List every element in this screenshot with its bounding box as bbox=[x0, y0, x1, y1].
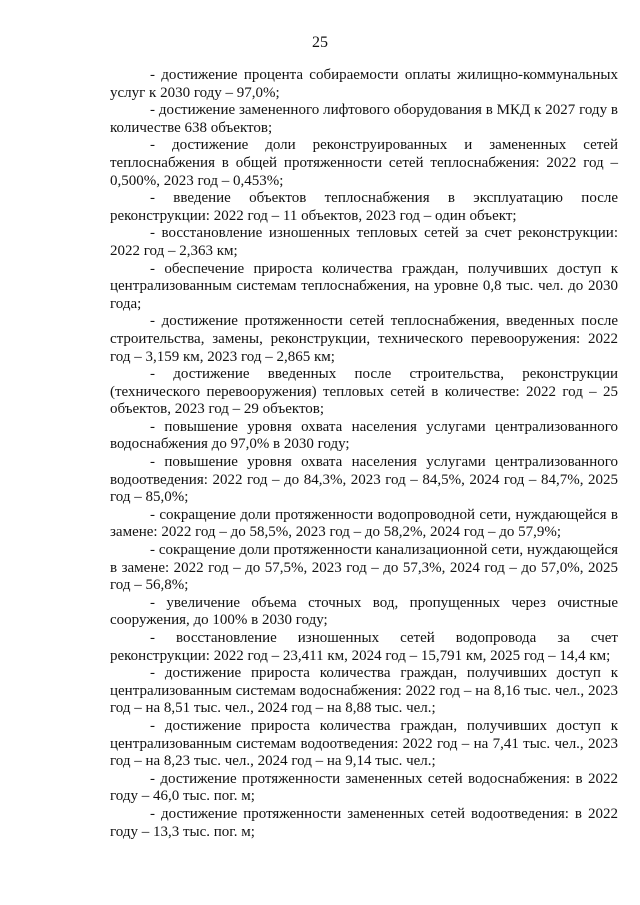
list-item-paragraph: - достижение прироста количества граждан, получивших доступ к централизованным системам водоотведения: 2022 год – на 7,41 тыс. чел., 2023 год – на 8,23 тыс. чел., 2024 год – на 9,14 тыс. чел.; bbox=[110, 717, 618, 770]
list-item-paragraph: - достижение протяженности замененных сетей водоснабжения: в 2022 году – 46,0 тыс. пог. м; bbox=[110, 770, 618, 805]
list-item-paragraph: - достижение протяженности замененных сетей водоотведения: в 2022 году – 13,3 тыс. пог. м; bbox=[110, 805, 618, 840]
list-item-paragraph: - восстановление изношенных сетей водопровода за счет реконструкции: 2022 год – 23,411 км, 2024 год – 15,791 км, 2025 год – 14,4 км; bbox=[110, 630, 618, 664]
list-item-paragraph: - достижение протяженности сетей теплоснабжения, введенных после строительства, замены, реконструкции, технического перевооружения: 2022 год – 3,159 км, 2023 год – 2,865 км; bbox=[110, 313, 618, 365]
list-item-paragraph: - введение объектов теплоснабжения в эксплуатацию после реконструкции: 2022 год – 11 объектов, 2023 год – один объект; bbox=[110, 190, 618, 224]
list-item-paragraph: - увеличение объема сточных вод, пропущенных через очистные сооружения, до 100% в 2030 году; bbox=[110, 594, 618, 629]
list-item-paragraph: - достижение процента собираемости оплаты жилищно-коммунальных услуг к 2030 году – 97,0%; bbox=[110, 67, 618, 101]
list-item-paragraph: - обеспечение прироста количества граждан, получивших доступ к централизованным системам теплоснабжения, на уровне 0,8 тыс. чел. до 2030 года; bbox=[110, 260, 618, 312]
list-item-paragraph: - достижение прироста количества граждан, получивших доступ к централизованным системам водоснабжения: 2022 год – на 8,16 тыс. чел., 2023 год – на 8,51 тыс. чел., 2024 год – на 8,88 тыс. чел.; bbox=[110, 665, 618, 717]
list-item-paragraph: - повышение уровня охвата населения услугами централизованного водоснабжения до 97,0% в 2030 году; bbox=[110, 418, 618, 453]
list-item-paragraph: - восстановление изношенных тепловых сетей за счет реконструкции: 2022 год – 2,363 км; bbox=[110, 225, 618, 259]
list-item-paragraph: - достижение замененного лифтового оборудования в МКД к 2027 году в количестве 638 объектов; bbox=[110, 102, 618, 136]
list-item-paragraph: - достижение доли реконструированных и замененных сетей теплоснабжения в общей протяженности сетей теплоснабжения: 2022 год – 0,500%, 2023 год – 0,453%; bbox=[110, 137, 618, 189]
list-item-paragraph: - сокращение доли протяженности водопроводной сети, нуждающейся в замене: 2022 год – до 58,5%, 2023 год – до 58,2%, 2024 год – до 57,9%; bbox=[110, 506, 618, 541]
page-number: 25 bbox=[312, 34, 328, 51]
list-item-paragraph: - достижение введенных после строительства, реконструкции (технического перевооружения) тепловых сетей в количестве: 2022 год – 25 объектов, 2023 год – 29 объектов; bbox=[110, 366, 618, 418]
list-item-paragraph: - сокращение доли протяженности канализационной сети, нуждающейся в замене: 2022 год – до 57,5%, 2023 год – до 57,3%, 2024 год – до 57,0%, 2025 год – 56,8%; bbox=[110, 542, 618, 594]
document-body bbox=[110, 67, 618, 841]
list-item-paragraph: - повышение уровня охвата населения услугами централизованного водоотведения: 2022 год – до 84,3%, 2023 год – 84,5%, 2024 год – 84,7%, 2025 год – 85,0%; bbox=[110, 454, 618, 506]
